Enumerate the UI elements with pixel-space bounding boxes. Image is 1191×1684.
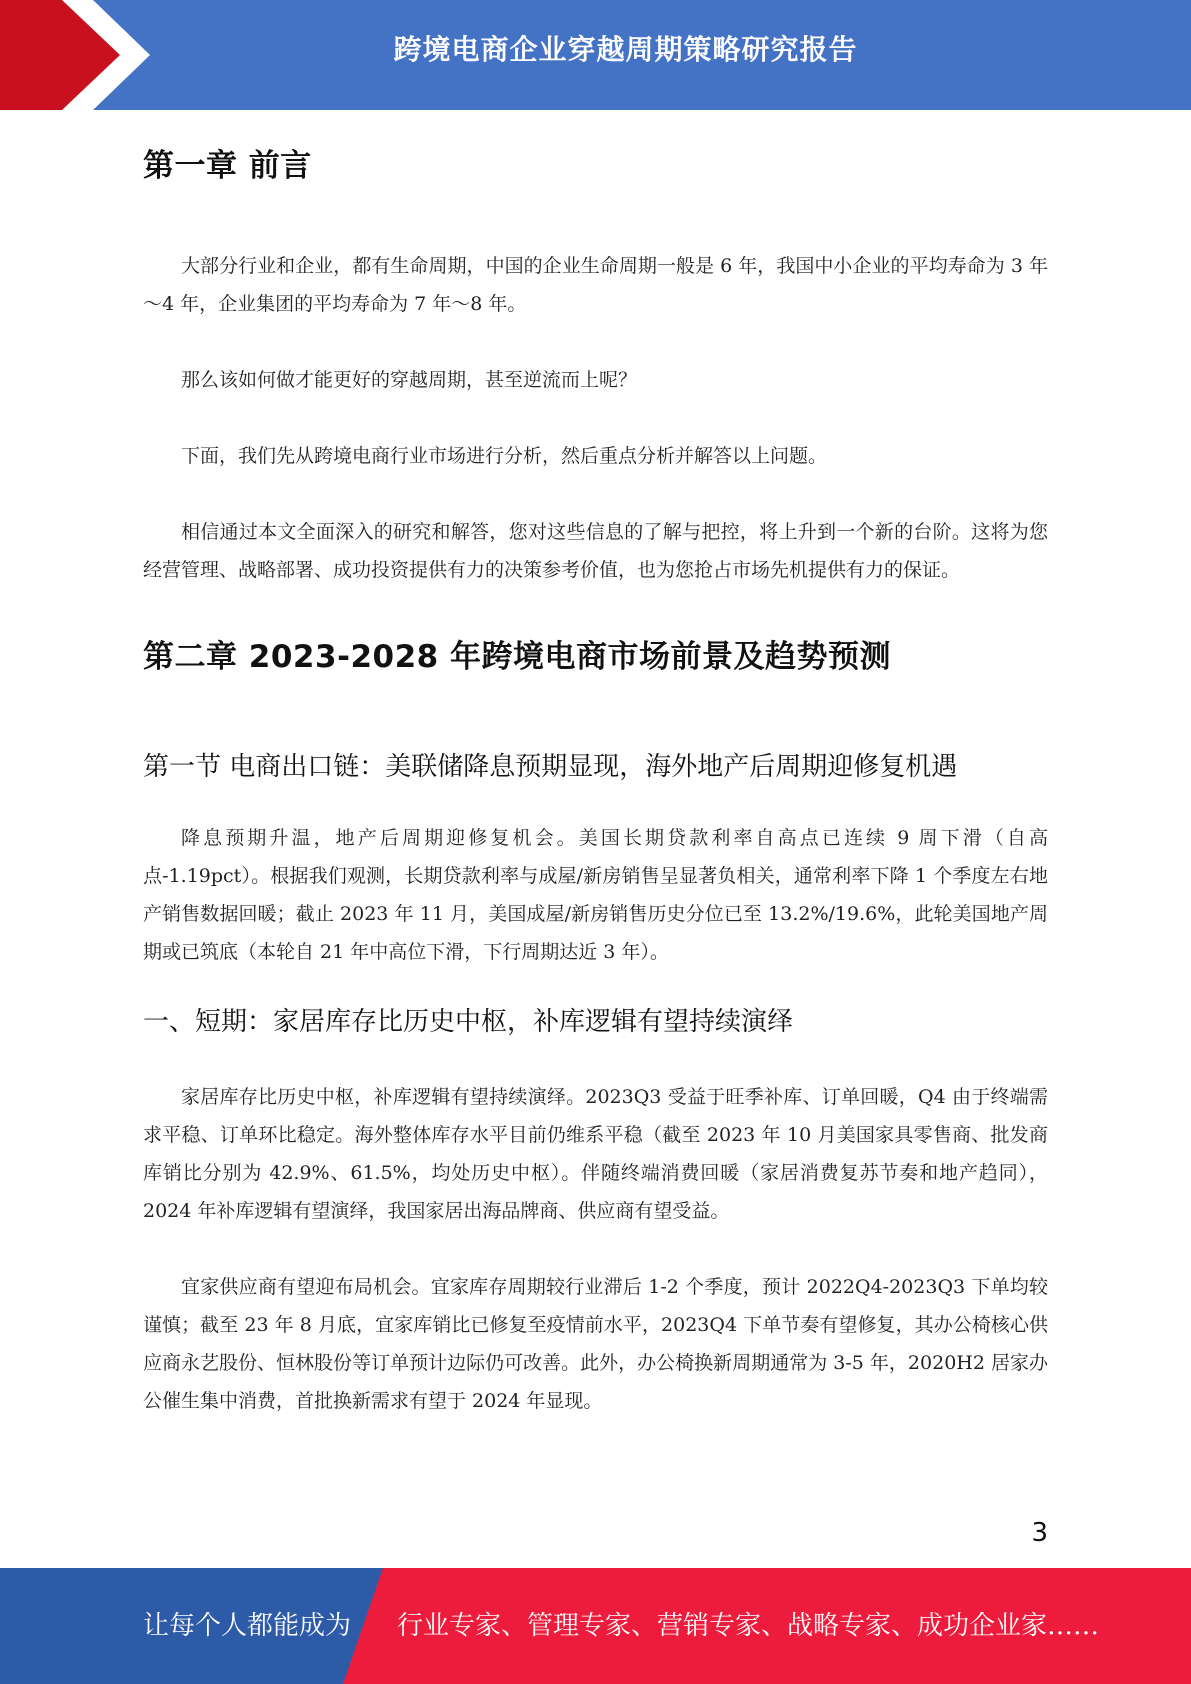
footer-slogan-right: 行业专家、管理专家、营销专家、战略专家、成功企业家…… (397, 1611, 1100, 1641)
section-1-title: 第一节 电商出口链：美联储降息预期显现，海外地产后周期迎修复机遇 (143, 752, 958, 782)
chapter-1-title: 第一章 前言 (143, 148, 312, 184)
section-1-paragraph: 降息预期升温，地产后周期迎修复机会。美国长期贷款利率自高点已连续 9 周下滑（自高点-1.19pct）。根据我们观测，长期贷款利率与成屋/新房销售呈显著负相关，通常利率下降 1 个季度左右地产销售数据回暖；截止 2023 年 11 月，美国成屋/新房销售历史分位已至 13.2%/19.6%，此轮美国地产周期或已筑底（本轮自 21 年中高位下滑，下行周期达近 3 年）。 (143, 827, 1048, 963)
chapter-2-title: 第二章 2023-2028 年跨境电商市场前景及趋势预测 (143, 639, 892, 675)
subsection-1-paragraph: 家居库存比历史中枢，补库逻辑有望持续演绎。2023Q3 受益于旺季补库、订单回暖，Q4 由于终端需求平稳、订单环比稳定。海外整体库存水平目前仍维系平稳（截至 2023 年 10 月美国家具零售商、批发商库销比分别为 42.9%、61.5%，均处历史中枢）。伴随终端消费回暖（家居消费复苏节奏和地产趋同），2024 年补库逻辑有望演绎，我国家居出海品牌商、供应商有望受益。 (143, 1086, 1048, 1222)
report-title: 跨境电商企业穿越周期策略研究报告 (393, 33, 858, 66)
header-banner (0, 0, 1191, 110)
footer-slogan-left: 让每个人都能成为 (143, 1611, 352, 1641)
subsection-1-title: 一、短期：家居库存比历史中枢，补库逻辑有望持续演绎 (143, 1007, 794, 1037)
page-number: 3 (1031, 1518, 1048, 1548)
chapter-1-paragraph: 那么该如何做才能更好的穿越周期，甚至逆流而上呢？ (181, 369, 638, 391)
chapter-1-paragraph: 大部分行业和企业，都有生命周期，中国的企业生命周期一般是 6 年，我国中小企业的平均寿命为 3 年～4 年，企业集团的平均寿命为 7 年～8 年。 (143, 255, 1048, 315)
page-content (143, 130, 1048, 1420)
chapter-1-paragraph: 下面，我们先从跨境电商行业市场进行分析，然后重点分析并解答以上问题。 (181, 445, 828, 467)
chapter-1-paragraph: 相信通过本文全面深入的研究和解答，您对这些信息的了解与把控，将上升到一个新的台阶。这将为您经营管理、战略部署、成功投资提供有力的决策参考价值，也为您抢占市场先机提供有力的保证。 (143, 521, 1048, 581)
footer-banner (0, 1568, 1191, 1684)
subsection-1-paragraph: 宜家供应商有望迎布局机会。宜家库存周期较行业滞后 1-2 个季度，预计 2022Q4-2023Q3 下单均较谨慎；截至 23 年 8 月底，宜家库销比已修复至疫情前水平，2023Q4 下单节奏有望修复，其办公椅核心供应商永艺股份、恒林股份等订单预计边际仍可改善。此外，办公椅换新周期通常为 3-5 年，2020H2 居家办公催生集中消费，首批换新需求有望于 2024 年显现。 (143, 1276, 1048, 1412)
